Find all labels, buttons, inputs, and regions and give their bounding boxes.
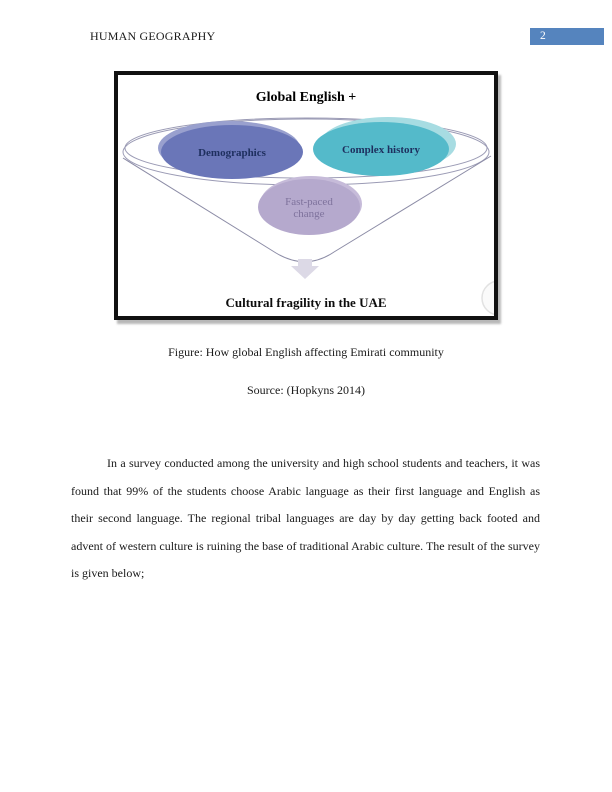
bubble-complex-history-label: Complex history [342,144,420,156]
page-number: 2 [540,30,546,42]
figure-outcome-label: Cultural fragility in the UAE [225,295,387,310]
bubble-demographics-label: Demographics [198,147,266,159]
figure-title: Global English + [255,90,357,105]
page-number-badge [530,28,604,45]
running-head: HUMAN GEOGRAPHY [90,29,216,43]
bubble-fast-paced-label-line1: Fast-paced [285,196,333,208]
funnel-diagram [118,75,494,316]
figure-source: Source: (Hopkyns 2014) [247,383,365,397]
watermark-circle [482,281,494,315]
body-paragraph: In a survey conducted among the university and high school students and teachers, it was found that 99% of the students choose Arabic language as their first language and English as their second language. The regional tribal languages are day by day getting back footed and advent of western culture is ruining the base of traditional Arabic culture. The result of the survey is given below; [71,456,540,581]
down-arrow-icon [291,259,319,279]
bubble-fast-paced-label-line2: change [293,208,325,220]
figure-frame [114,71,498,320]
figure-caption: Figure: How global English affecting Emirati community [168,345,444,359]
